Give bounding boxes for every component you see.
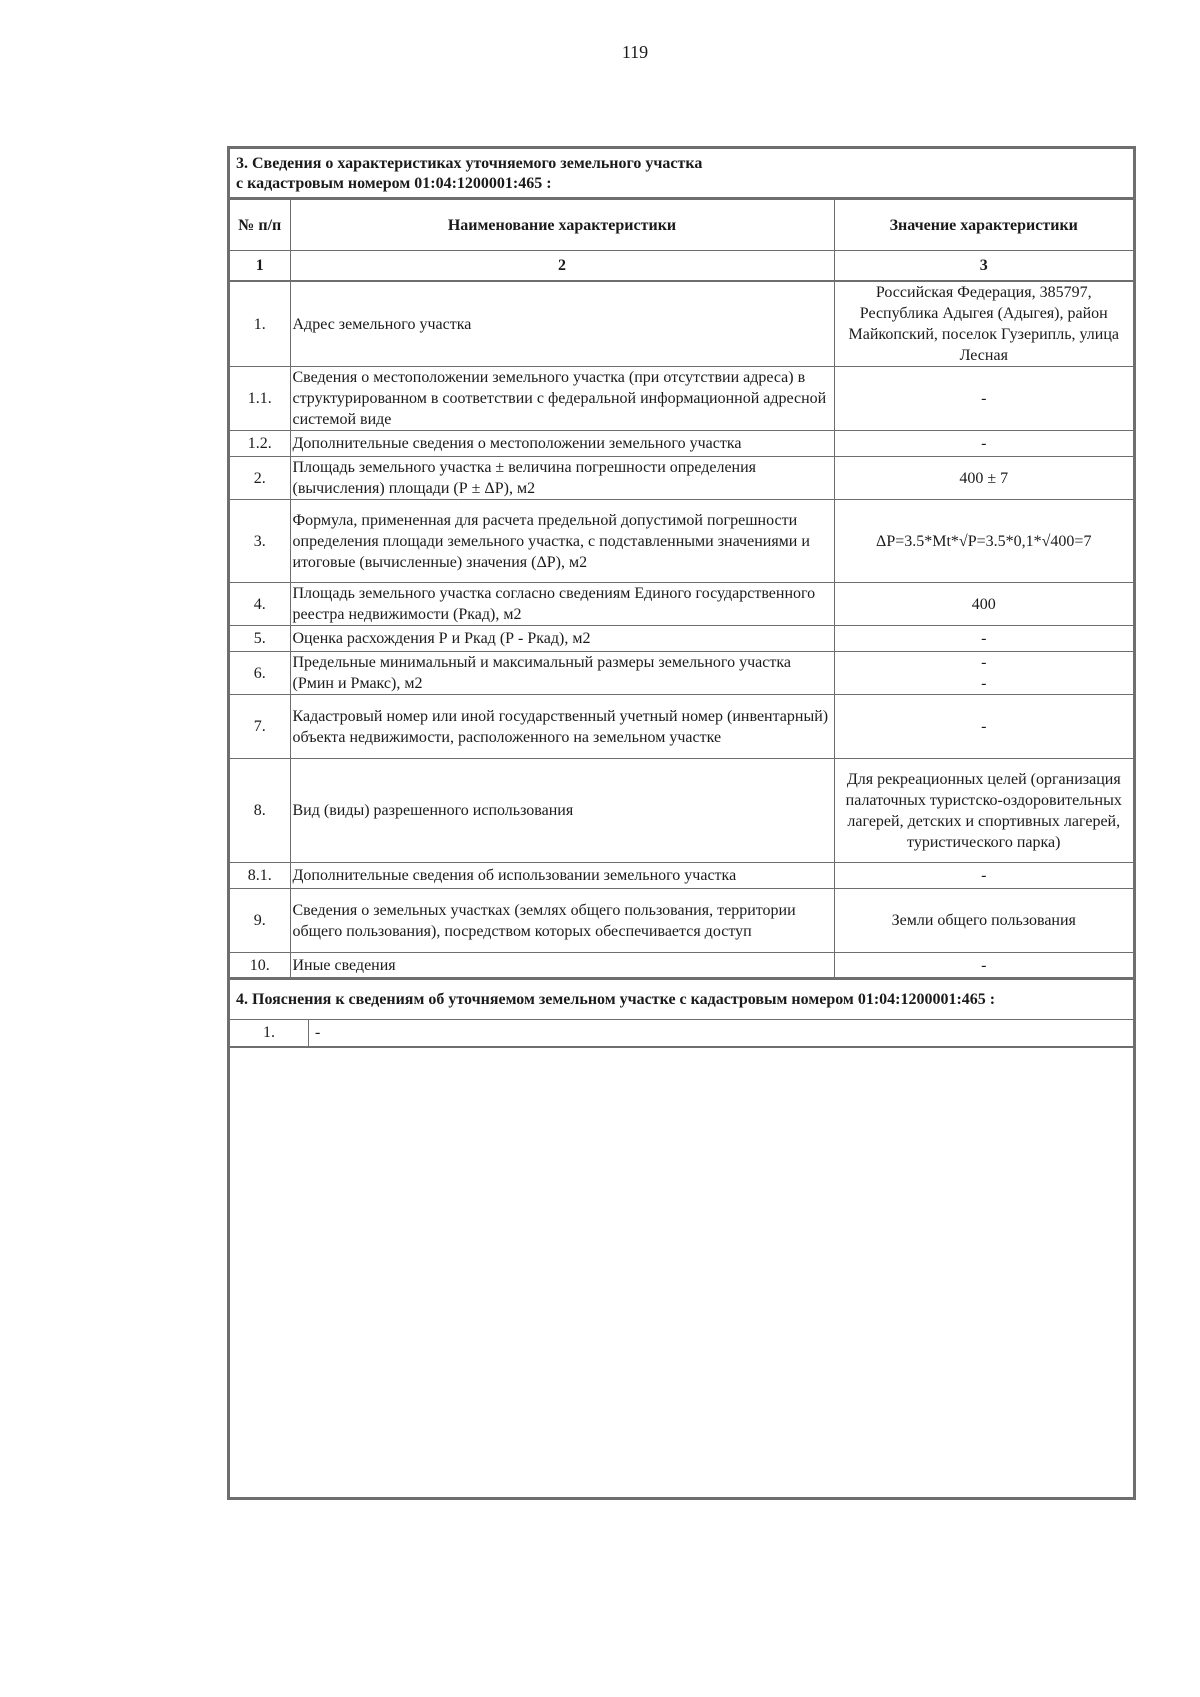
row-number: 8. — [230, 759, 290, 863]
section-3-title-line-1: 3. Сведения о характеристиках уточняемого земельного участка — [236, 155, 703, 172]
characteristic-name: Вид (виды) разрешенного использования — [290, 759, 834, 863]
row-number: 9. — [230, 889, 290, 953]
table-row — [230, 457, 1133, 500]
table-row — [230, 759, 1133, 863]
table-row — [230, 583, 1133, 626]
table-row — [230, 626, 1133, 652]
section-3-title — [230, 149, 1133, 199]
table-row — [230, 281, 1133, 367]
row-number: 8.1. — [230, 863, 290, 889]
column-number-row — [230, 251, 1133, 282]
row-number: 3. — [230, 500, 290, 583]
header-value: Значение характеристики — [834, 200, 1133, 251]
characteristic-value: ΔР=3.5*Mt*√P=3.5*0,1*√400=7 — [834, 500, 1133, 583]
characteristic-name: Адрес земельного участка — [290, 281, 834, 367]
characteristic-name: Кадастровый номер или иной государственный учетный номер (инвентарный) объекта недвижимости, расположенного на земельном участке — [290, 695, 834, 759]
characteristic-name: Формула, примененная для расчета предельной допустимой погрешности определения площади земельного участка, с подставленными значениями и итоговые (вычисленные) значения (ΔР), м2 — [290, 500, 834, 583]
table-row — [230, 863, 1133, 889]
row-number: 2. — [230, 457, 290, 500]
characteristic-name: Предельные минимальный и максимальный размеры земельного участка (Рмин и Рмакс), м2 — [290, 652, 834, 695]
header-number: № п/п — [230, 200, 290, 251]
column-number: 3 — [834, 251, 1133, 282]
characteristic-value: - — [834, 863, 1133, 889]
column-number: 1 — [230, 251, 290, 282]
section-3-title-line-2: с кадастровым номером 01:04:1200001:465 : — [236, 175, 552, 192]
characteristic-value: - — [834, 695, 1133, 759]
row-number: 4. — [230, 583, 290, 626]
table-row — [230, 652, 1133, 695]
characteristic-value: - — [834, 953, 1133, 978]
row-number: 1.1. — [230, 367, 290, 431]
table-row — [230, 695, 1133, 759]
table-row — [230, 500, 1133, 583]
characteristic-value: 400 — [834, 583, 1133, 626]
characteristic-value: - — [834, 367, 1133, 431]
characteristic-value: Российская Федерация, 385797, Республика Адыгея (Адыгея), район Майкопский, поселок Гузерипль, улица Лесная — [834, 281, 1133, 367]
table-row — [230, 889, 1133, 953]
row-number: 6. — [230, 652, 290, 695]
characteristic-value: Земли общего пользования — [834, 889, 1133, 953]
table-row — [230, 431, 1133, 457]
characteristic-name: Иные сведения — [290, 953, 834, 978]
explanation-row — [230, 1020, 1133, 1048]
characteristic-value: 400 ± 7 — [834, 457, 1133, 500]
section-4-title: 4. Пояснения к сведениям об уточняемом земельном участке с кадастровым номером 01:04:1200001:465 : — [230, 978, 1133, 1020]
row-number: 1. — [230, 281, 290, 367]
row-number: 10. — [230, 953, 290, 978]
characteristic-name: Площадь земельного участка согласно сведениям Единого государственного реестра недвижимости (Ркад), м2 — [290, 583, 834, 626]
characteristic-name: Сведения о местоположении земельного участка (при отсутствии адреса) в структурированном в соответствии с федеральной информационной адресной системой виде — [290, 367, 834, 431]
row-number: 5. — [230, 626, 290, 652]
characteristic-name: Дополнительные сведения о местоположении земельного участка — [290, 431, 834, 457]
characteristic-name: Сведения о земельных участках (землях общего пользования, территории общего пользования), посредством которых обеспечивается доступ — [290, 889, 834, 953]
characteristics-table — [230, 199, 1133, 978]
column-number: 2 — [290, 251, 834, 282]
page-number: 119 — [621, 42, 649, 62]
characteristic-name: Оценка расхождения Р и Ркад (Р - Ркад), м2 — [290, 626, 834, 652]
document-frame — [227, 146, 1136, 1500]
characteristic-name: Площадь земельного участка ± величина погрешности определения (вычисления) площади (Р ± ΔР), м2 — [290, 457, 834, 500]
characteristic-value: - — [834, 626, 1133, 652]
explanation-text: - — [315, 1024, 321, 1041]
row-number: 1.2. — [230, 431, 290, 457]
characteristic-value: Для рекреационных целей (организация палаточных туристско-оздоровительных лагерей, детских и спортивных лагерей, туристического парка) — [834, 759, 1133, 863]
header-name: Наименование характеристики — [290, 200, 834, 251]
table-row — [230, 367, 1133, 431]
characteristic-name: Дополнительные сведения об использовании земельного участка — [290, 863, 834, 889]
characteristic-value: - — [834, 431, 1133, 457]
explanation-number: 1. — [230, 1020, 309, 1046]
characteristic-value: - - — [834, 652, 1133, 695]
table-header-row — [230, 200, 1133, 251]
row-number: 7. — [230, 695, 290, 759]
table-row — [230, 953, 1133, 978]
